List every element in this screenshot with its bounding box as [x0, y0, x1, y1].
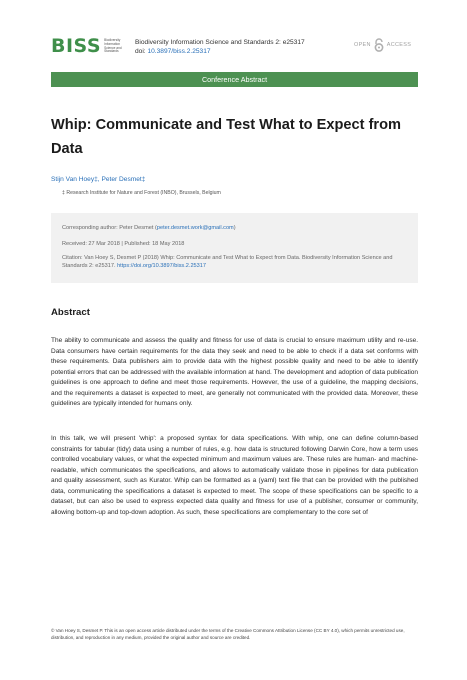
doi-line — [135, 47, 305, 56]
article-type-banner: Conference Abstract — [51, 72, 418, 87]
corresponding-suffix: ) — [233, 225, 236, 231]
citation — [62, 254, 407, 270]
doi-link[interactable]: 10.3897/biss.2.25317 — [147, 48, 211, 55]
journal-logo[interactable] — [51, 37, 130, 56]
open-access-badge — [354, 38, 411, 52]
article-metadata-box — [51, 213, 418, 283]
citation-doi-link[interactable]: https://doi.org/10.3897/biss.2.25317 — [117, 263, 207, 269]
journal-line: Biodiversity Information Science and Standards 2: e25317 — [135, 39, 305, 46]
abstract-paragraph-2: In this talk, we will present 'whip': a proposed syntax for data specifications. With whip, one can define column-based constraints for tabular (tidy) data using a number of rules, e.g. how data is structured following Darwin Core, how a term uses controlled vocabulary values, or what the expected minimum and maximum values are. These rules are human- and machine-readable, which communicates the specifications, and allows to automatically validate those in pipelines for data publication and quality assessment, such as Kurator. Whip can be formatted as a (yaml) text file that can be provided with the published data, communicating the specifications a dataset is expected to meet. The scope of these specifications can be specific to a dataset, but can also be used to express expected data quality and fitness for use of a publisher, consumer or community, allowing bottom-up and top-down adoption. As such, these specifications are complementary to the core set of — [51, 435, 418, 516]
open-access-left: OPEN — [354, 42, 371, 48]
article-title: Whip: Communicate and Test What to Expect from Data — [51, 117, 401, 157]
journal-info — [135, 38, 305, 56]
logo-subtitle: Biodiversity Information Science and Standards — [104, 38, 122, 54]
citation-text: Citation: Van Hoey S, Desmet P (2018) Whip: Communicate and Test What to Expect from Data. Biodiversity Information Science and Standards 2: e25317. — [62, 255, 393, 269]
license-footer: © Van Hoey S, Desmet P. This is an open access article distributed under the terms of the Creative Commons Attribution License (CC BY 4.0), which permits unrestricted use, distribution, and reproduction in any medium, provided the original author and source are credited. — [51, 628, 405, 640]
open-lock-icon — [373, 38, 385, 52]
abstract-heading: Abstract — [51, 307, 90, 318]
corresponding-author — [62, 224, 407, 232]
affiliation: ‡ Research Institute for Nature and Forest (INBO), Brussels, Belgium — [62, 190, 221, 196]
corresponding-prefix: Corresponding author: Peter Desmet ( — [62, 225, 157, 231]
article-dates: Received: 27 Mar 2018 | Published: 18 May 2018 — [62, 241, 185, 247]
open-access-right: ACCESS — [386, 42, 412, 48]
author-list[interactable]: Stijn Van Hoey‡, Peter Desmet‡ — [51, 176, 146, 183]
doi-prefix: doi: — [135, 48, 148, 55]
abstract-paragraph-1: The ability to communicate and assess the quality and fitness for use of data is crucial to ensure maximum utility and re-use. Data consumers have certain requirements for the data they seek and need to be able to check if a data set conforms with these requirements. Data publishers aim to provide data with the highest possible quality and need to be able to identify potential errors that can be addressed with the available information at hand. The development and adoption of data publication guidelines is one approach to define and meet those requirements. However, the use of a guideline, the mapping decisions, and the requirements a dataset is expected to meet, are generally not communicated with the provided data. Moreover, these guidelines are typically intended for humans only. — [51, 337, 418, 407]
corresponding-email-link[interactable]: peter.desmet.work@gmail.com — [156, 225, 234, 231]
logo-text: BISS — [51, 35, 102, 57]
